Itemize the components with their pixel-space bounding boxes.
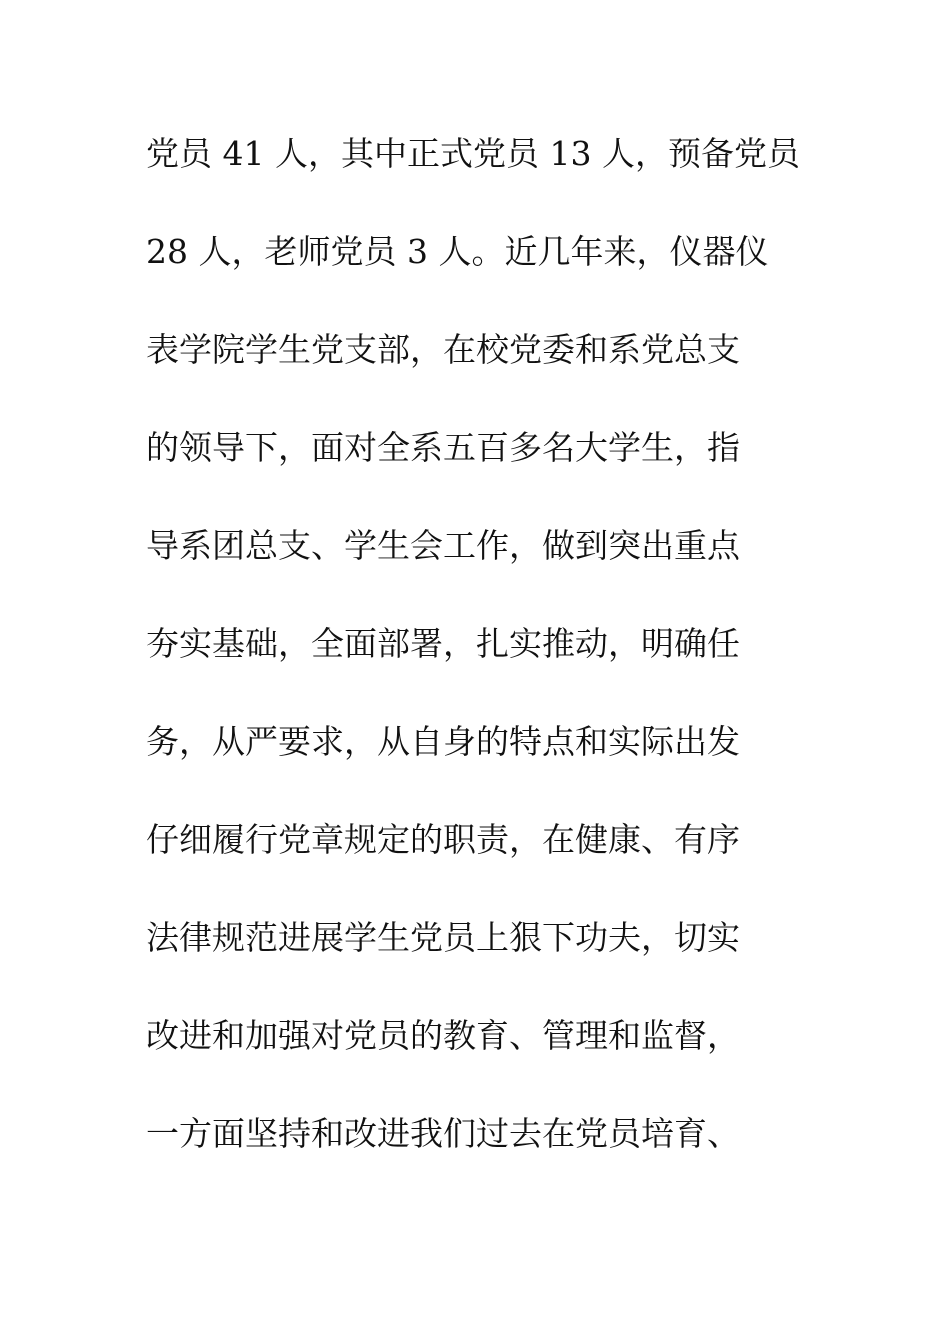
text-line: 表学院学生党支部，在校党委和系党总支 (146, 330, 740, 369)
text-line: 改进和加强对党员的教育、管理和监督， (146, 1016, 740, 1055)
text-line: 仔细履行党章规定的职责，在健康、有序 (146, 820, 740, 859)
text-line: 导系团总支、学生会工作，做到突出重点 (146, 526, 740, 565)
text-line: 一方面坚持和改进我们过去在党员培育、 (146, 1114, 740, 1153)
text-line: 夯实基础，全面部署，扎实推动，明确任 (146, 624, 740, 663)
text-line: 党员 41 人，其中正式党员 13 人，预备党员 (146, 134, 800, 173)
text-line: 法律规范进展学生党员上狠下功夫，切实 (146, 918, 740, 957)
text-line: 务，从严要求，从自身的特点和实际出发 (146, 722, 740, 761)
text-line: 28 人，老师党员 3 人。近几年来，仪器仪 (146, 232, 769, 271)
body-paragraph (146, 128, 816, 1206)
text-line: 的领导下，面对全系五百多名大学生，指 (146, 428, 740, 467)
